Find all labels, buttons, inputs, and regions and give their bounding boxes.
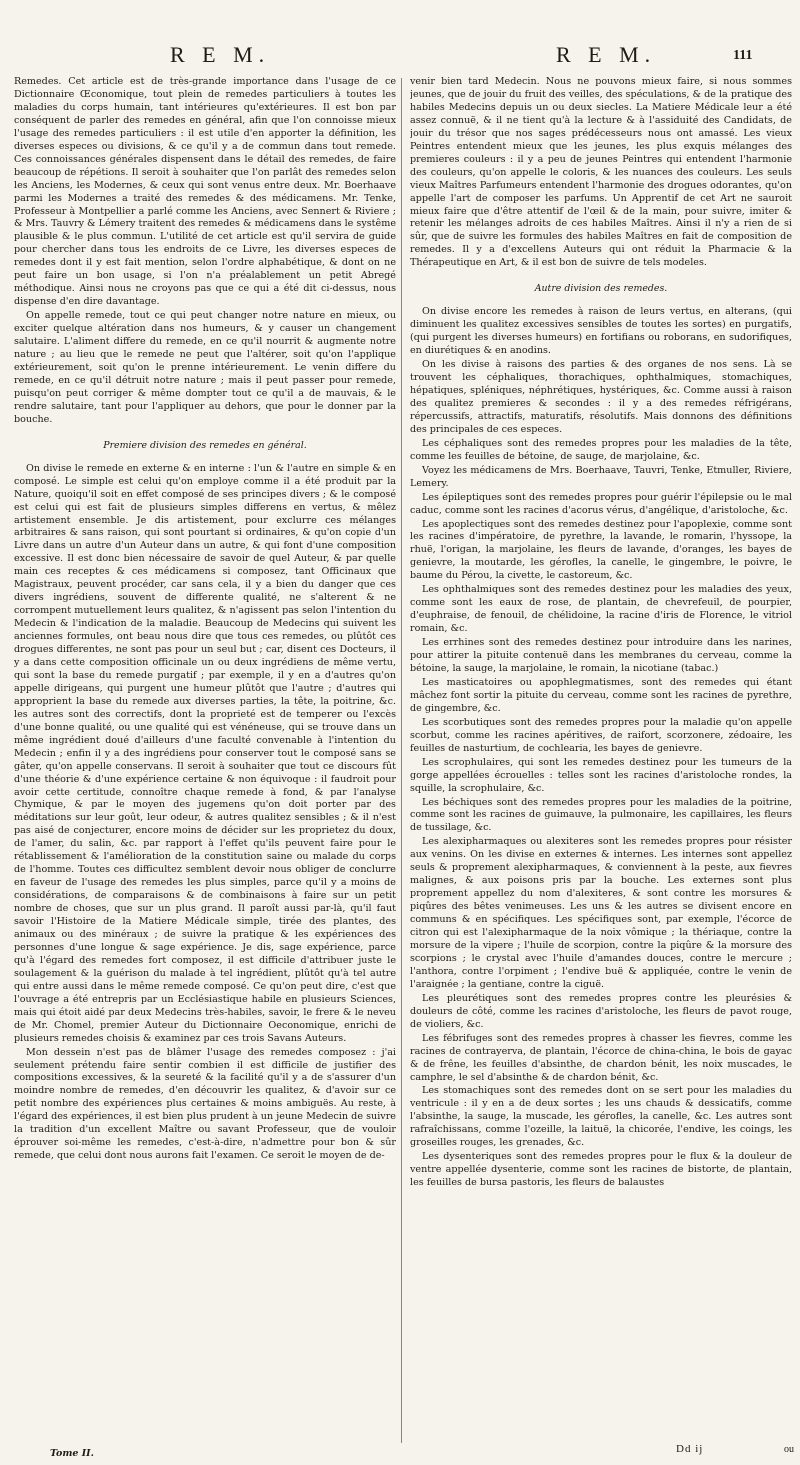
paragraph-parties: On les divise à raisons des parties & des organes de nos sens. Là se trouvent les céphaliques, thorachiques, ophthalmiques, stomachiques, hépatiques, spléniques, néphrétiques, hystériques, &c. Comme aussi à raison des qualitez premieres & secondes : il y a des remedes réfrigérans, répercussifs, attractifs, maturatifs, résolutifs. Mais donnons des définitions des principales de ces especes. bbox=[410, 359, 792, 435]
running-head-left: R E M. bbox=[170, 42, 271, 67]
paragraph-febrifuges: Les fébrifuges sont des remedes propres à chasser les fievres, comme les racines de contrayerva, de plantain, l'écorce de china-china, le bois de gayac & de frêne, les feuilles d'absinthe, de chardon bénit, les noix muscades, le camphre, le sel d'absinthe & de chardon bénit, &c. bbox=[410, 1032, 792, 1083]
paragraph-epileptiques: Les épileptiques sont des remedes propres pour guérir l'épilepsie ou le mal caduc, comme sont les racines d'acorus vérus, d'angélique, d'aristoloche, &c. bbox=[410, 491, 792, 516]
paragraph-scorbutiques: Les scorbutiques sont des remedes propres pour la maladie qu'on appelle scorbut, comme les racines apéritives, de raifort, scorzonere, zédoaire, les feuilles de nasturtium, de cochlearia, les bayes de genievre. bbox=[410, 716, 792, 754]
paragraph-definition: On appelle remede, tout ce qui peut changer notre nature en mieux, ou exciter quelque altération dans nos humeurs, & y causer un changement salutaire. L'aliment differe du remede, en ce qu'il nourrit & augmente notre nature ; au lieu que le remede ne peut que l'altérer, soit qu'on l'applique extérieurement, soit qu'on le prenne intérieurement. Le venin differe du remede, en ce qu'il détruit notre nature ; mais il peut passer pour remede, puisqu'on peut corriger & même dompter tout ce qu'il a de mauvais, & le rendre salutaire, tant pour l'appliquer au dehors, que pour le donner par la bouche. bbox=[14, 310, 396, 425]
paragraph-continuation: venir bien tard Medecin. Nous ne pouvons mieux faire, si nous sommes jeunes, que de jouir du fruit des veilles, des spéculations, & de la pratique des habiles Medecins depuis un ou deux siecles. La Matiere Médicale leur a été assez connuë, & il ne tient qu'à la lecture & à l'assiduité des Candidats, de jouir du trésor que nos sages prédécesseurs nous ont amassé. Les vieux Peintres entendent mieux que les jeunes, les plus exquis mélanges des premieres couleurs : il y a peu de jeunes Peintres qui entendent l'harmonie des couleurs, qu'on appelle le coloris, & les nuances des couleurs. Les seuls vieux Maîtres Parfumeurs entendent l'harmonie des drogues odorantes, qu'on appelle l'art de composer les parfums. Un Apprentif de cet Art ne sauroit mieux faire que d'être attentif de l'œil & de la main, pour suivre, imiter & retenir les mélanges adroits de ces habiles Maîtres. Ainsi il n'y a rien de si sûr, que de suivre les formules des habiles Maîtres en fait de composition de remedes. Il y a d'excellens Auteurs qui ont réduit la Pharmacie & la Thérapeutique en Art, & il est bon de suivre de tels modeles. bbox=[410, 76, 792, 269]
paragraph-ophthalmiques: Les ophthalmiques sont des remedes destinez pour les maladies des yeux, comme sont les eaux de rose, de plantain, de chevrefeuil, de pourpier, d'euphraise, de fenouil, de chélidoine, la racine d'iris de Florence, le vitriol romain, &c. bbox=[410, 584, 792, 635]
right-column bbox=[410, 76, 792, 1448]
catchword: ou bbox=[784, 1444, 794, 1455]
paragraph-division: On divise le remede en externe & en interne : l'un & l'autre en simple & en composé. Le simple est celui qu'on employe comme il a été produit par la Nature, quoiqu'il soit en effet composé de ses principes divers ; & le composé est celui qui est fait de plusieurs simples differens en vertus, & mêlez artistement ensemble. Je dis artistement, pour exclurre ces mélanges arbitraires & sans raison, qui sont pourtant si ordinaires, & qu'on copie d'un Livre dans un autre d'un Auteur dans un autre, & qui font d'une composition excessive. Il est donc bien nécessaire de savoir de quel Auteur, & par quelle main ces receptes & ces médicamens si composez, tant Officinaux que Magistraux, peuvent procéder, car sans cela, il y a bien du danger que ces divers ingrédiens, souvent de differente qualité, ne s'alterent & ne corrompent mutuellement leurs qualitez, & n'agissent pas selon l'intention du Medecin & l'indication de la maladie. Beaucoup de Medecins qui suivent les anciennes formules, ont beau nous dire que tous ces remedes, ou plûtôt ces drogues differentes, ne sont pas pour un seul but ; car, disent ces Docteurs, il y a dans cette composition officinale un ou deux ingrédiens de même vertu, qui sont la base du remede purgatif ; par exemple, il y en a d'autres qu'on appelle dirigeans, qui purgent une humeur plûtôt que l'autre ; d'autres qui approprient la base du remede aux diverses parties, la tête, la poitrine, &c. les autres sont des correctifs, dont la proprieté est de temperer ou l'excès d'une bonne qualité, ou une qualité qui est vénéneuse, qui se trouve dans un même ingrédient doué d'ailleurs d'une faculté convenable à l'intention du Medecin ; enfin il y a des ingrédiens pour conserver tout le composé sans se gâter, qu'on appelle conservans. Il seroit à souhaiter que tout ce discours fût d'une théorie & d'une expérience certaine & non équivoque : il faudroit pour avoir cette certitude, connoître chaque remede à fond, & par l'analyse Chymique, & par le moyen des jugemens qu'on doit porter par des méditations sur leur goût, leur odeur, & autres qualitez sensibles ; & il n'est pas aisé de conjecturer, encore moins de décider sur les proprietez du doux, de l'amer, du salin, &c. par rapport à l'effet qu'ils peuvent faire pour le rétablissement & l'amélioration de la constitution saine ou malade du corps de l'homme. Toutes ces difficultez semblent devoir nous obliger de conclurre en faveur de l'usage des remedes les plus simples, parce qu'il y a moins de considérations, de comparaisons & de combinaisons à faire sur un petit nombre de choses, que sur un plus grand. Il paroît aussi par-là, qu'il faut savoir l'Histoire de la Matiere Médicale simple, tirée des plantes, des animaux ou des minéraux ; de suivre la pratique & les expériences des personnes d'une longue & sage expérience. Je dis, sage expérience, parce qu'à l'égard des remedes fort composez, il est difficile d'attribuer juste le soulagement & la guérison du malade à tel ingrédient, plûtôt qu'à tel autre qui entre aussi dans le même remede composé. Ce qu'on peut dire, c'est que l'ouvrage a été entrepris par un Ecclésiastique habile en plusieurs Sciences, mais qui étoit aidé par deux Medecins très-habiles, savoir, le frere & le neveu de Mr. Chomel, premier Auteur du Dictionnaire Oeconomique, enrichi de plusieurs remedes choisis & examinez par ces trois Savans Auteurs. bbox=[14, 462, 396, 1044]
column-divider bbox=[401, 78, 402, 1443]
paragraph-remedes-intro: Remedes. Cet article est de très-grande importance dans l'usage de ce Dictionnaire Œconomique, tout plein de remedes particuliers à toutes les maladies du corps humain, tant intérieures qu'extérieures. Il est bon par conséquent de parler des remedes en général, afin que l'on connoisse mieux l'usage des remedes particuliers : il est utile d'en apporter la définition, les diverses especes ou divisions, & ce qu'il y a de commun dans tout remede. Ces connoissances générales dispensent dans le détail des remedes, de faire beaucoup de répétions. Il seroit à souhaiter que l'on parlât des remedes selon les Anciens, les Modernes, & ceux qui sont venus entre deux. Mr. Boerhaave parmi les Modernes a traité des remedes & des médicamens. Mr. Tenke, Professeur à Montpellier a parlé comme les Anciens, avec Sennert & Riviere ; & Mrs. Tauvry & Lémery traitent des remedes & médicamens dans le systême plausible & le plus commun. L'utilité de cet article est qu'il servira de guide pour chercher dans tous les endroits de ce Livre, les diverses especes de remedes dont il y est fait mention, selon l'ordre alphabétique, & dont on ne peut faire un bon usage, si l'on n'a préalablement un petit Abregé méthodique. Ainsi nous ne croyons pas que ce qui a été dit ci-dessus, nous dispense d'en dire davantage. bbox=[14, 76, 396, 308]
volume-label: Tome II. bbox=[50, 1448, 94, 1459]
paragraph-dessein: Mon dessein n'est pas de blâmer l'usage des remedes composez : j'ai seulement prétendu faire sentir combien il est difficile de justifier des compositions excessives, & la seureté & la facilité qu'il y a de s'assurer d'un moindre nombre de remedes, d'en découvrir les qualitez, & d'avoir sur ce petit nombre des expériences plus certaines & moins ambiguës. Au reste, à l'égard des expériences, il est bien plus prudent à un jeune Medecin de suivre la tradition d'un excellent Maître ou savant Professeur, que de vouloir éprouver soi-même les remedes, c'est-à-dire, n'admettre pour bon & sûr remede, que celui dont nous aurons fait l'examen. Ce seroit le moyen de de- bbox=[14, 1046, 396, 1162]
paragraph-alexipharmaques: Les alexipharmaques ou alexiteres sont les remedes propres pour résister aux venins. On les divise en externes & internes. Les internes sont appellez seuls & proprement alexipharmaques, & conviennent à la peste, aux fievres malignes, & aux poisons pris par la bouche. Les externes sont plus proprement appellez du nom d'alexiteres, & sont contre les morsures & piqûres des bêtes venimeuses. Les uns & les autres se divisent encore en communs & en spécifiques. Les spécifiques sont, par exemple, l'écorce de citron qui est l'alexipharmaque de la noix vômique ; la thériaque, contre la morsure de la vipere ; l'huile de scorpion, contre la piqûre & la morsure des scorpions ; le crystal avec l'huile d'amandes douces, contre le mercure ; l'anthora, contre l'orpiment ; l'endive buë & appliquée, contre le venin de l'araignée ; la gentiane, contre la ciguë. bbox=[410, 836, 792, 990]
paragraph-vertus: On divise encore les remedes à raison de leurs vertus, en alterans, (qui diminuent les qualitez excessives sensibles de toutes les sortes) en purgatifs, (qui purgent les diverses humeurs) en fortifians ou roborans, en sudorifiques, en diurétiques & en anodins. bbox=[410, 306, 792, 357]
paragraph-masticatoires: Les masticatoires ou apophlegmatismes, sont des remedes qui étant mâchez font sortir la pituite du cerveau, comme sont les racines de pyrethre, de gingembre, &c. bbox=[410, 676, 792, 714]
paragraph-voyez: Voyez les médicamens de Mrs. Boerhaave, Tauvri, Tenke, Etmuller, Riviere, Lemery. bbox=[410, 464, 792, 489]
paragraph-pleuretiques: Les pleurétiques sont des remedes propres contre les pleurésies & douleurs de côté, comme les racines d'aristoloche, les fleurs de pavot rouge, de violiers, &c. bbox=[410, 992, 792, 1030]
running-head-right: R E M. bbox=[556, 42, 657, 67]
paragraph-apoplectiques: Les apoplectiques sont des remedes destinez pour l'apoplexie, comme sont les racines d'impératoire, de pyrethre, la lavande, le romarin, l'hyssope, la rhuë, l'origan, la marjolaine, les fleurs de lavande, d'oranges, les bayes de genievre, la moutarde, les gérofles, la canelle, le gingembre, le poivre, le baume du Pérou, la civette, le castoreum, &c. bbox=[410, 518, 792, 582]
section-heading-premiere-division: Premiere division des remedes en général. bbox=[103, 439, 307, 451]
paragraph-scrophulaires: Les scrophulaires, qui sont les remedes destinez pour les tumeurs de la gorge appellées écrouelles : telles sont les racines d'aristoloche rondes, la squille, la scrophulaire, &c. bbox=[410, 756, 792, 794]
paragraph-stomachiques: Les stomachiques sont des remedes dont on se sert pour les maladies du ventricule : il y en a de deux sortes ; les uns chauds & dessicatifs, comme l'absinthe, la sauge, la muscade, les gérofles, la canelle, &c. Les autres sont rafraîchissans, comme l'ozeille, la laituë, la chicorée, l'endive, les coings, les groseilles rouges, les grenades, &c. bbox=[410, 1085, 792, 1149]
signature-mark: Dd ij bbox=[676, 1443, 704, 1455]
paragraph-dysenteriques: Les dysenteriques sont des remedes propres pour le flux & la douleur de ventre appellée dysenterie, comme sont les racines de bistorte, de plantain, les feuilles de bursa pastoris, les fleurs de balaustes bbox=[410, 1151, 792, 1189]
paragraph-cephaliques: Les céphaliques sont des remedes propres pour les maladies de la tête, comme les feuilles de bétoine, de sauge, de marjolaine, &c. bbox=[410, 437, 792, 462]
paragraph-errhines: Les errhines sont des remedes destinez pour introduire dans les narines, pour attirer la pituite contenuë dans les membranes du cerveau, comme la bétoine, la sauge, la marjolaine, le romain, la nicotiane (tabac.) bbox=[410, 637, 792, 674]
paragraph-bechiques: Les béchiques sont des remedes propres pour les maladies de la poitrine, comme sont les racines de guimauve, la pulmonaire, les capillaires, les fleurs de tussilage, &c. bbox=[410, 796, 792, 834]
left-column bbox=[14, 76, 396, 1448]
page-number: 111 bbox=[733, 48, 753, 63]
running-head bbox=[0, 40, 800, 80]
section-heading-autre-division: Autre division des remedes. bbox=[534, 283, 668, 295]
